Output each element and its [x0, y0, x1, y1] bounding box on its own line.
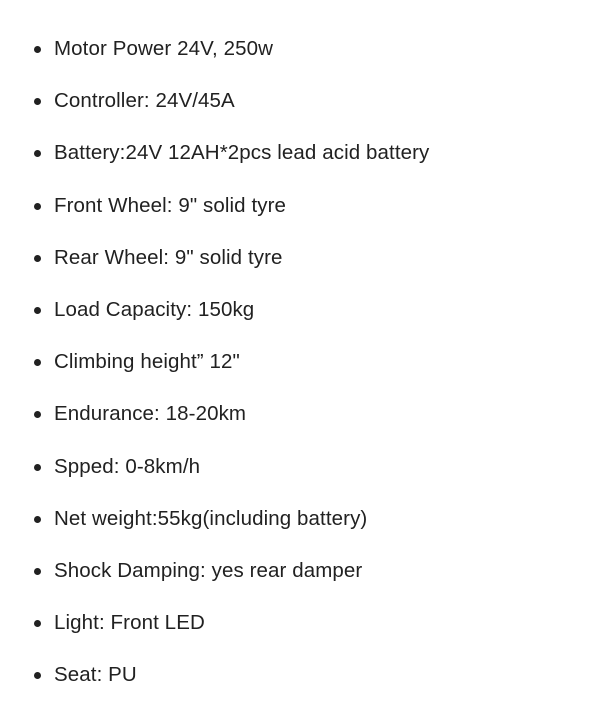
- bullet-icon: [34, 203, 41, 210]
- bullet-icon: [34, 98, 41, 105]
- bullet-icon: [34, 672, 41, 679]
- bullet-icon: [34, 568, 41, 575]
- bullet-icon: [34, 150, 41, 157]
- spec-text: Endurance: 18-20km: [54, 402, 247, 426]
- list-item: [0, 388, 610, 440]
- spec-text: Climbing height” 12": [54, 350, 240, 374]
- list-item: [0, 649, 610, 701]
- spec-text: Load Capacity: 150kg: [54, 298, 255, 322]
- bullet-icon: [34, 516, 41, 523]
- spec-text: Battery:24V 12AH*2pcs lead acid battery: [54, 141, 430, 165]
- spec-text: Net weight:55kg(including battery): [54, 506, 368, 530]
- bullet-icon: [34, 255, 41, 262]
- list-item: [0, 180, 610, 232]
- list-item: [0, 336, 610, 388]
- list-item: [0, 545, 610, 597]
- bullet-icon: [34, 307, 41, 314]
- spec-text: Controller: 24V/45A: [54, 89, 235, 113]
- list-item: [0, 597, 610, 649]
- bullet-icon: [34, 620, 41, 627]
- bullet-icon: [34, 464, 41, 471]
- bullet-icon: [34, 46, 41, 53]
- spec-text: Seat: PU: [54, 663, 137, 687]
- spec-list: [0, 23, 610, 701]
- spec-text: Shock Damping: yes rear damper: [54, 558, 363, 582]
- spec-text: Spped: 0-8km/h: [54, 454, 201, 478]
- list-item: [0, 75, 610, 127]
- list-item: [0, 284, 610, 336]
- spec-text: Rear Wheel: 9" solid tyre: [54, 245, 283, 269]
- list-item: [0, 23, 610, 75]
- list-item: [0, 127, 610, 179]
- list-item: [0, 232, 610, 284]
- bullet-icon: [34, 359, 41, 366]
- spec-text: Front Wheel: 9" solid tyre: [54, 193, 287, 217]
- list-item: [0, 441, 610, 493]
- spec-text: Motor Power 24V, 250w: [54, 37, 273, 61]
- bullet-icon: [34, 411, 41, 418]
- list-item: [0, 493, 610, 545]
- spec-text: Light: Front LED: [54, 611, 205, 635]
